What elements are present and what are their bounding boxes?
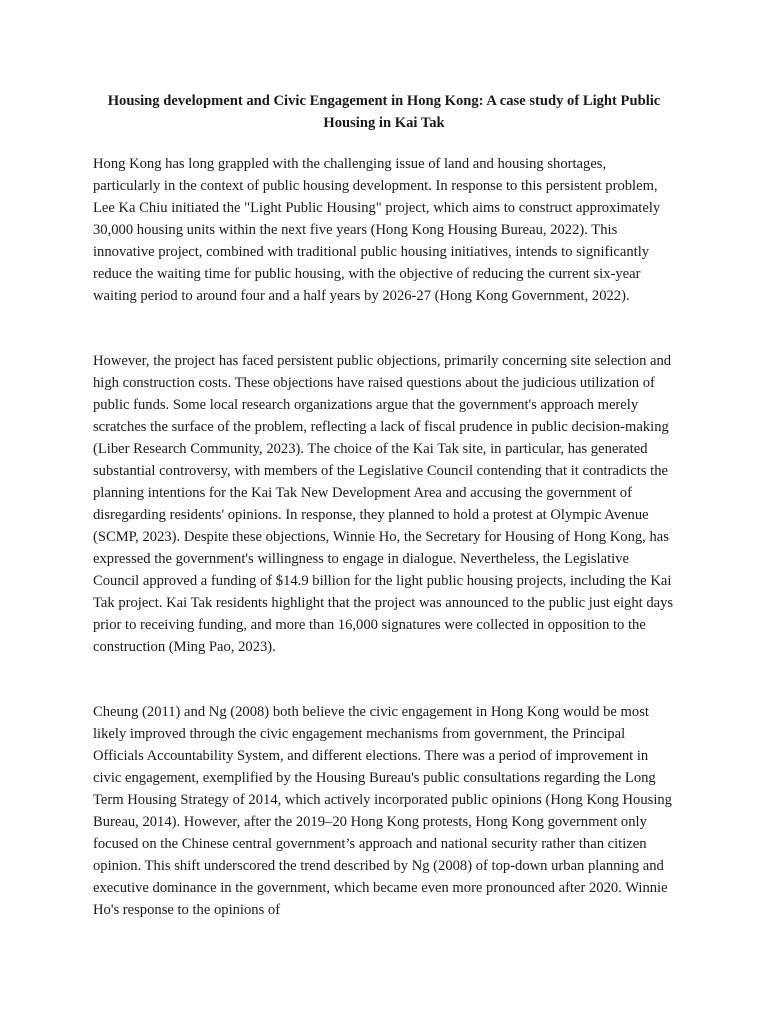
paragraph-1: Hong Kong has long grappled with the challenging issue of land and housing shortages, particularly in the context of public housing development. In response to this persistent problem, Lee Ka Chiu initiated the "Light Public Housing" project, which aims to construct approximately 30,000 housing units within the next five years (Hong Kong Housing Bureau, 2022). This innovative project, combined with traditional public housing initiatives, intends to significantly reduce the waiting time for public housing, with the objective of reducing the current six-year waiting period to around four and a half years by 2026-27 (Hong Kong Government, 2022). [93,156,661,304]
paragraph-3: Cheung (2011) and Ng (2008) both believe the civic engagement in Hong Kong would be most likely improved through the civic engagement mechanisms from government, the Principal Officials Accountability System, and different elections. There was a period of improvement in civic engagement, exemplified by the Housing Bureau's public consultations regarding the Long Term Housing Strategy of 2014, which actively incorporated public opinions (Hong Kong Housing Bureau, 2014). However, after the 2019–20 Hong Kong protests, Hong Kong government only focused on the Chinese central government’s approach and national security rather than citizen opinion. This shift underscored the trend described by Ng (2008) of top-down urban planning and executive dominance in the government, which became even more pronounced after 2020. Winnie Ho's response to the opinions of [93,704,672,918]
paragraph-2: However, the project has faced persistent public objections, primarily concerning site selection and high construction costs. These objections have raised questions about the judicious utilization of public funds. Some local research organizations argue that the government's approach merely scratches the surface of the problem, reflecting a lack of fiscal prudence in public decision-making (Liber Research Community, 2023). The choice of the Kai Tak site, in particular, has generated substantial controversy, with members of the Legislative Council contending that it contradicts the planning intentions for the Kai Tak New Development Area and accusing the government of disregarding residents' opinions. In response, they planned to hold a protest at Olympic Avenue (SCMP, 2023). Despite these objections, Winnie Ho, the Secretary for Housing of Hong Kong, has expressed the government's willingness to engage in dialogue. Nevertheless, the Legislative Council approved a funding of $14.9 billion for the light public housing projects, including the Kai Tak project. Kai Tak residents highlight that the project was announced to the public just eight days prior to receiving funding, and more than 16,000 signatures were collected in opposition to the construction (Ming Pao, 2023). [93,353,674,655]
document-title: Housing development and Civic Engagement in Hong Kong: A case study of Light Public Housing in Kai Tak [107,93,661,131]
